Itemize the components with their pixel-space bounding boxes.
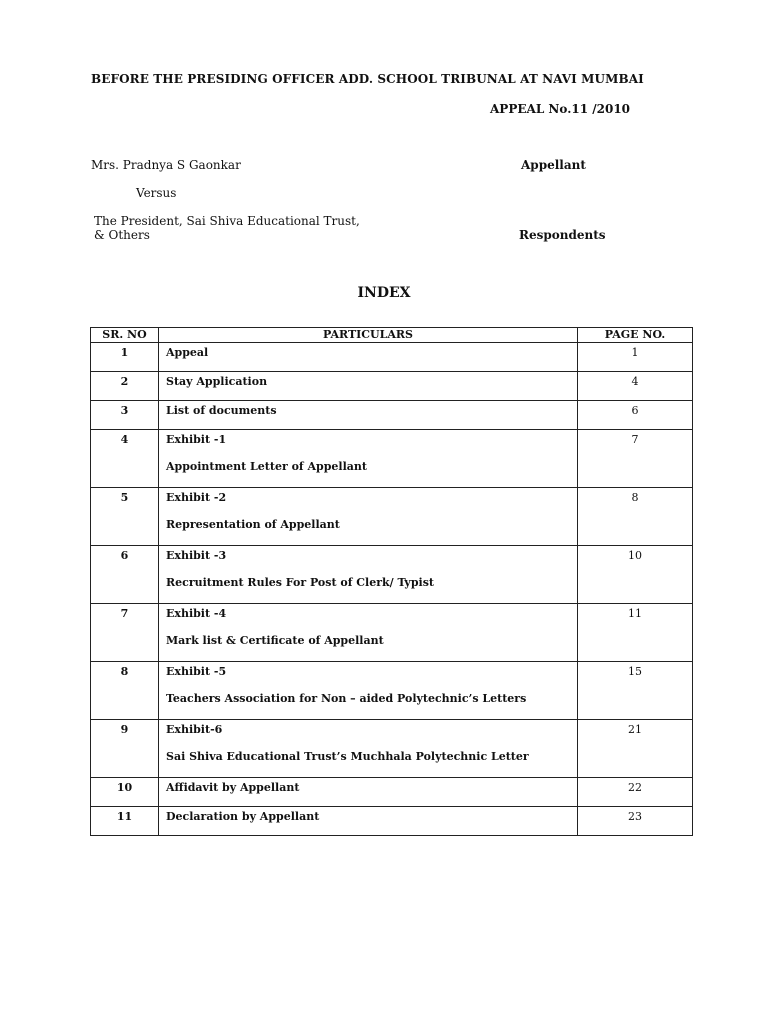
table-row bbox=[91, 372, 693, 401]
particulars-cell bbox=[159, 662, 578, 720]
particular-text: Exhibit -3 bbox=[166, 549, 227, 562]
sr-no-cell: 4 bbox=[91, 430, 159, 488]
particular-detail: Sai Shiva Educational Trust’s Muchhala Polytechnic Letter bbox=[166, 750, 529, 763]
page-no-cell: 6 bbox=[578, 401, 693, 430]
table-row bbox=[91, 401, 693, 430]
particulars-cell bbox=[159, 488, 578, 546]
appellant-name: Mrs. Pradnya S Gaonkar bbox=[91, 158, 241, 172]
appellant-label: Appellant bbox=[521, 158, 586, 172]
sr-no-cell: 5 bbox=[91, 488, 159, 546]
particulars-cell bbox=[159, 343, 578, 372]
particular-detail: Appointment Letter of Appellant bbox=[166, 460, 367, 473]
sr-no-cell: 11 bbox=[91, 807, 159, 836]
index-header-row bbox=[91, 328, 693, 343]
particulars-cell bbox=[159, 807, 578, 836]
particular-text: Exhibit -1 bbox=[166, 433, 227, 446]
particular-text: Exhibit -2 bbox=[166, 491, 227, 504]
particular-text: List of documents bbox=[166, 404, 277, 417]
particular-text: Stay Application bbox=[166, 375, 268, 388]
column-header-particulars: PARTICULARS bbox=[159, 328, 578, 343]
respondent-others: & Others bbox=[94, 228, 150, 242]
page-no-cell: 15 bbox=[578, 662, 693, 720]
page-no-cell: 22 bbox=[578, 778, 693, 807]
column-header-page-no: PAGE NO. bbox=[578, 328, 693, 343]
particulars-cell bbox=[159, 604, 578, 662]
particular-detail: Teachers Association for Non – aided Polytechnic’s Letters bbox=[166, 692, 527, 705]
particular-text: Affidavit by Appellant bbox=[166, 781, 300, 794]
page-no-cell: 10 bbox=[578, 546, 693, 604]
table-row bbox=[91, 343, 693, 372]
table-row bbox=[91, 430, 693, 488]
index-title: INDEX bbox=[357, 285, 411, 301]
page-no-cell: 21 bbox=[578, 720, 693, 778]
particulars-cell bbox=[159, 430, 578, 488]
particulars-cell bbox=[159, 401, 578, 430]
table-row bbox=[91, 778, 693, 807]
page-no-cell: 4 bbox=[578, 372, 693, 401]
table-row bbox=[91, 546, 693, 604]
sr-no-cell: 7 bbox=[91, 604, 159, 662]
page-no-cell: 23 bbox=[578, 807, 693, 836]
sr-no-cell: 1 bbox=[91, 343, 159, 372]
index-table bbox=[90, 327, 693, 836]
page-no-cell: 7 bbox=[578, 430, 693, 488]
table-row bbox=[91, 662, 693, 720]
versus-label: Versus bbox=[136, 186, 177, 200]
column-header-sr-no: SR. NO bbox=[91, 328, 159, 343]
particular-detail: Mark list & Certificate of Appellant bbox=[166, 634, 384, 647]
sr-no-cell: 10 bbox=[91, 778, 159, 807]
table-row bbox=[91, 488, 693, 546]
document-heading: BEFORE THE PRESIDING OFFICER ADD. SCHOOL TRIBUNAL AT NAVI MUMBAI bbox=[91, 72, 644, 86]
page-no-cell: 8 bbox=[578, 488, 693, 546]
particular-detail: Representation of Appellant bbox=[166, 518, 340, 531]
table-row bbox=[91, 720, 693, 778]
sr-no-cell: 3 bbox=[91, 401, 159, 430]
page-no-cell: 1 bbox=[578, 343, 693, 372]
respondents-label: Respondents bbox=[519, 228, 606, 242]
sr-no-cell: 9 bbox=[91, 720, 159, 778]
particulars-cell bbox=[159, 778, 578, 807]
particular-text: Exhibit -5 bbox=[166, 665, 227, 678]
particular-text: Exhibit-6 bbox=[166, 723, 223, 736]
particular-text: Exhibit -4 bbox=[166, 607, 227, 620]
page-no-cell: 11 bbox=[578, 604, 693, 662]
sr-no-cell: 8 bbox=[91, 662, 159, 720]
table-row bbox=[91, 604, 693, 662]
particulars-cell bbox=[159, 372, 578, 401]
sr-no-cell: 2 bbox=[91, 372, 159, 401]
particulars-cell bbox=[159, 720, 578, 778]
particular-detail: Recruitment Rules For Post of Clerk/ Typist bbox=[166, 576, 434, 589]
particular-text: Appeal bbox=[166, 346, 209, 359]
respondent-name: The President, Sai Shiva Educational Trust, bbox=[94, 214, 360, 228]
particulars-cell bbox=[159, 546, 578, 604]
particular-text: Declaration by Appellant bbox=[166, 810, 320, 823]
table-row bbox=[91, 807, 693, 836]
appeal-number: APPEAL No.11 /2010 bbox=[490, 102, 631, 116]
sr-no-cell: 6 bbox=[91, 546, 159, 604]
